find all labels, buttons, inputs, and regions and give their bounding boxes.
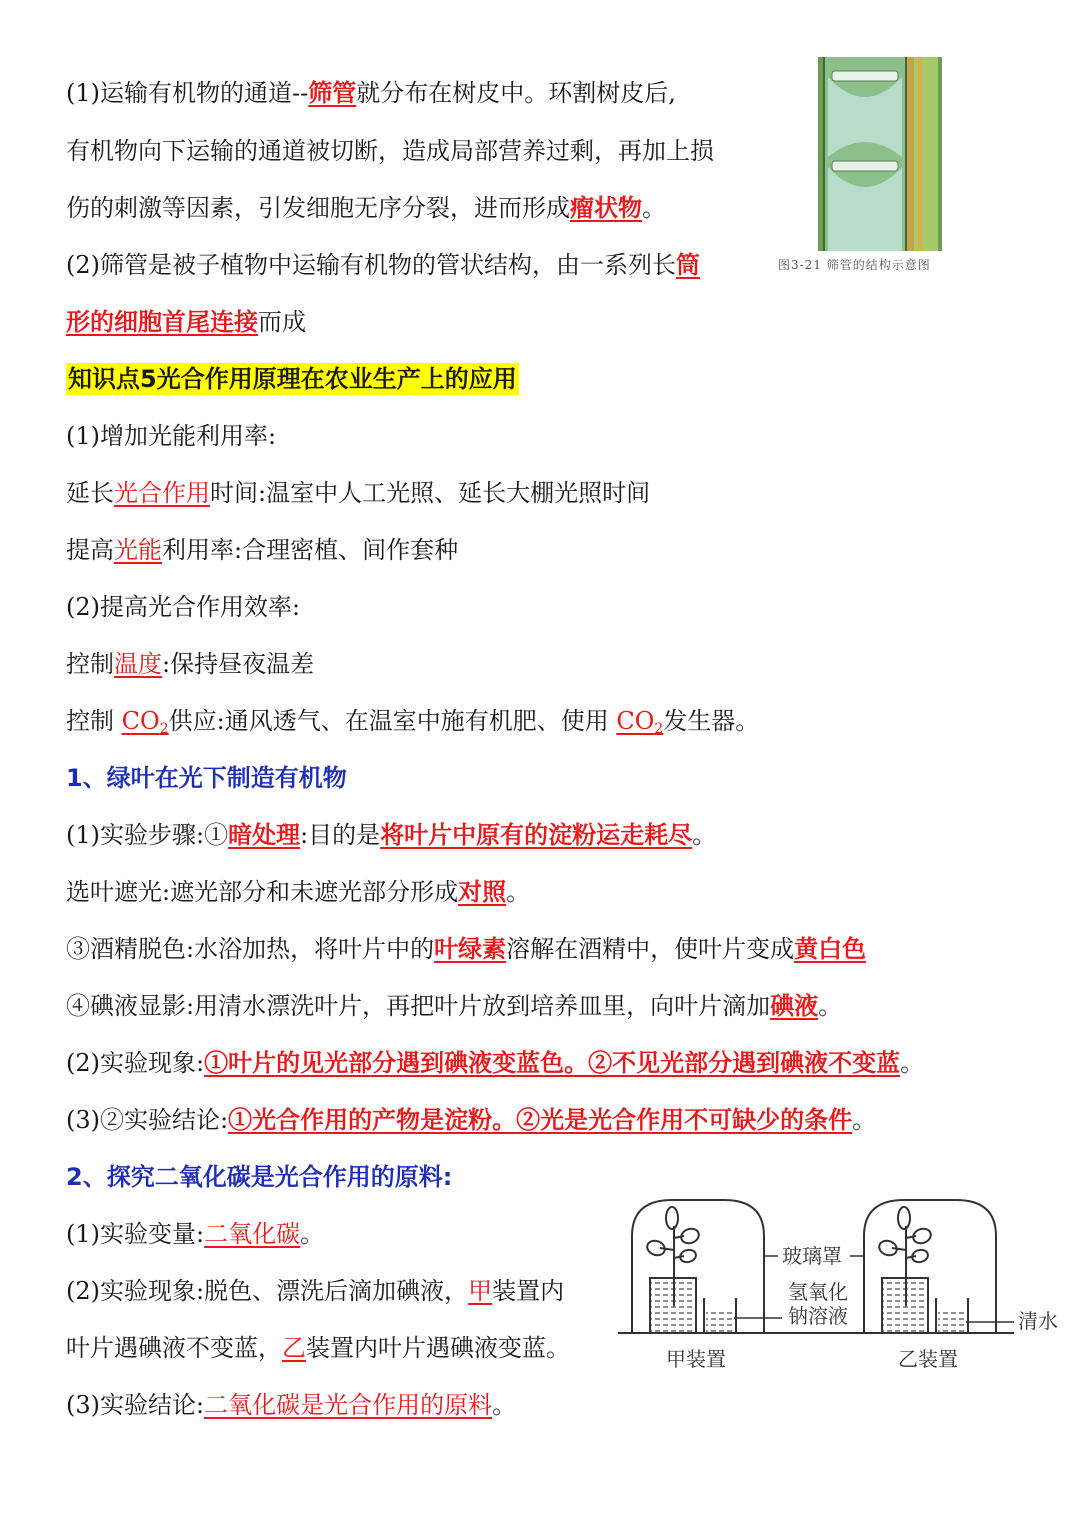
text: 而成 (258, 308, 306, 336)
text: (2)实验现象: (66, 1049, 205, 1077)
text: 时间:温室中人工光照、延长大棚光照时间 (210, 479, 651, 507)
exp1-line-4 (66, 989, 842, 1023)
answer-device-yi: 乙 (282, 1334, 306, 1362)
answer-co2-2 (616, 707, 663, 735)
answer-tumor: 瘤状物 (570, 193, 642, 222)
exp2-line-1 (66, 1217, 324, 1251)
text: (1)运输有机物的通道-- (66, 79, 309, 107)
subscript: 2 (654, 721, 664, 737)
experiment-apparatus-figure (614, 1196, 1064, 1386)
text: 延长 (66, 479, 114, 507)
text: 。 (300, 1220, 325, 1248)
text: ④碘液显影:用清水漂洗叶片，再把叶片放到培养皿里，向叶片滴加 (66, 992, 771, 1020)
answer-dark-treatment: 暗处理 (228, 820, 301, 849)
text: 。 (492, 1391, 517, 1419)
text: (2)实验现象:脱色、漂洗后滴加碘液， (66, 1277, 469, 1305)
text: 。 (900, 1049, 925, 1077)
exp1-heading (66, 761, 347, 795)
kp5-line-5 (66, 647, 314, 681)
exp2-line-4 (66, 1388, 516, 1422)
label-glass-cover: 玻璃罩 (782, 1244, 842, 1268)
label-naoh-2: 钠溶液 (788, 1304, 848, 1328)
answer-starch-removal: 将叶片中原有的淀粉运走耗尽 (380, 820, 693, 849)
answer-yellow-white: 黄白色 (794, 934, 867, 963)
text: (1)增加光能利用率: (66, 422, 277, 450)
subscript: 2 (159, 721, 169, 737)
text: :目的是 (300, 821, 381, 849)
text: 。 (692, 821, 717, 849)
text: 控制 (66, 707, 122, 735)
text: (3)实验结论: (66, 1391, 205, 1419)
figure-caption: 图3-21 筛管的结构示意图 (778, 258, 931, 272)
answer-iodine: 碘液 (770, 991, 819, 1020)
text: :保持昼夜温差 (162, 650, 315, 678)
exp2-line-2 (66, 1274, 564, 1308)
text: 有机物向下运输的通道被切断，造成局部营养过剩，再加上损 (66, 137, 714, 165)
text: 。 (852, 1106, 877, 1134)
exp1-line-3 (66, 932, 866, 966)
highlight-heading: 知识点5光合作用原理在农业生产上的应用 (68, 365, 517, 393)
text: 伤的刺激等因素，引发细胞无序分裂，进而形成 (66, 194, 570, 222)
text: 。 (642, 194, 666, 222)
kp5-line-6 (66, 704, 759, 746)
answer-co2-variable: 二氧化碳 (204, 1220, 301, 1248)
exp1-line-5 (66, 1046, 924, 1080)
kp5-line-1 (66, 419, 276, 453)
text: 利用率:合理密植、间作套种 (162, 536, 459, 564)
exp1-line-6 (66, 1103, 876, 1137)
answer-light-energy: 光能 (114, 536, 162, 564)
text: CO (121, 707, 160, 735)
text: 控制 (66, 650, 114, 678)
sec1-line-4 (66, 248, 700, 282)
exp2-line-3 (66, 1331, 570, 1365)
answer-tube-shape: 筒 (676, 250, 700, 279)
answer-conclusion: ①光合作用的产物是淀粉。②光是光合作用不可缺少的条件 (228, 1105, 853, 1134)
text: 叶片遇碘液不变蓝， (66, 1334, 282, 1362)
text: 选叶遮光:遮光部分和未遮光部分形成 (66, 878, 459, 906)
label-device-jia: 甲装置 (666, 1347, 726, 1371)
answer-control: 对照 (458, 877, 507, 906)
kp5-line-2 (66, 476, 650, 510)
answer-sieve-tube: 筛管 (308, 78, 357, 107)
text: (2)筛管是被子植物中运输有机物的管状结构，由一系列长 (66, 251, 676, 279)
text: 就分布在树皮中。环割树皮后, (356, 79, 676, 107)
kp5-heading (66, 362, 519, 396)
text: (2)提高光合作用效率: (66, 593, 301, 621)
answer-temperature: 温度 (114, 650, 162, 678)
answer-photosynthesis: 光合作用 (114, 479, 210, 507)
exp2-heading (66, 1160, 452, 1194)
answer-cells-connected: 形的细胞首尾连接 (66, 307, 258, 336)
text: 装置内 (492, 1277, 565, 1305)
sec1-line-2 (66, 134, 714, 168)
text: (3)②实验结论: (66, 1106, 229, 1134)
text: 溶解在酒精中，使叶片变成 (506, 935, 795, 963)
section-heading: 1、绿叶在光下制造有机物 (66, 764, 347, 792)
sec1-line-1 (66, 76, 676, 110)
answer-co2-raw-material: 二氧化碳是光合作用的原料 (204, 1391, 493, 1419)
text: 。 (506, 878, 531, 906)
text: CO (616, 707, 655, 735)
exp1-line-1 (66, 818, 716, 852)
text: 。 (818, 992, 843, 1020)
exp1-line-2 (66, 875, 530, 909)
sieve-tube-figure (818, 57, 942, 251)
text: 装置内叶片遇碘液变蓝。 (306, 1334, 570, 1362)
sec1-line-3 (66, 191, 666, 225)
text: 提高 (66, 536, 114, 564)
sec1-line-5 (66, 305, 306, 339)
section-heading: 2、探究二氧化碳是光合作用的原料: (66, 1163, 453, 1191)
answer-chlorophyll: 叶绿素 (434, 934, 507, 963)
kp5-line-3 (66, 533, 458, 567)
text: (1)实验步骤:① (66, 821, 229, 849)
answer-phenomenon: ①叶片的见光部分遇到碘液变蓝色。②不见光部分遇到碘液不变蓝 (204, 1048, 901, 1077)
text: ③酒精脱色:水浴加热，将叶片中的 (66, 935, 435, 963)
text: 发生器。 (663, 707, 760, 735)
label-naoh-1: 氢氧化 (788, 1280, 848, 1304)
answer-co2-1 (122, 707, 169, 735)
answer-device-jia: 甲 (468, 1277, 493, 1305)
kp5-line-4 (66, 590, 300, 624)
label-device-yi: 乙装置 (898, 1347, 958, 1371)
label-water: 清水 (1018, 1309, 1058, 1333)
text: (1)实验变量: (66, 1220, 205, 1248)
text: 供应:通风透气、在温室中施有机肥、使用 (168, 707, 617, 735)
